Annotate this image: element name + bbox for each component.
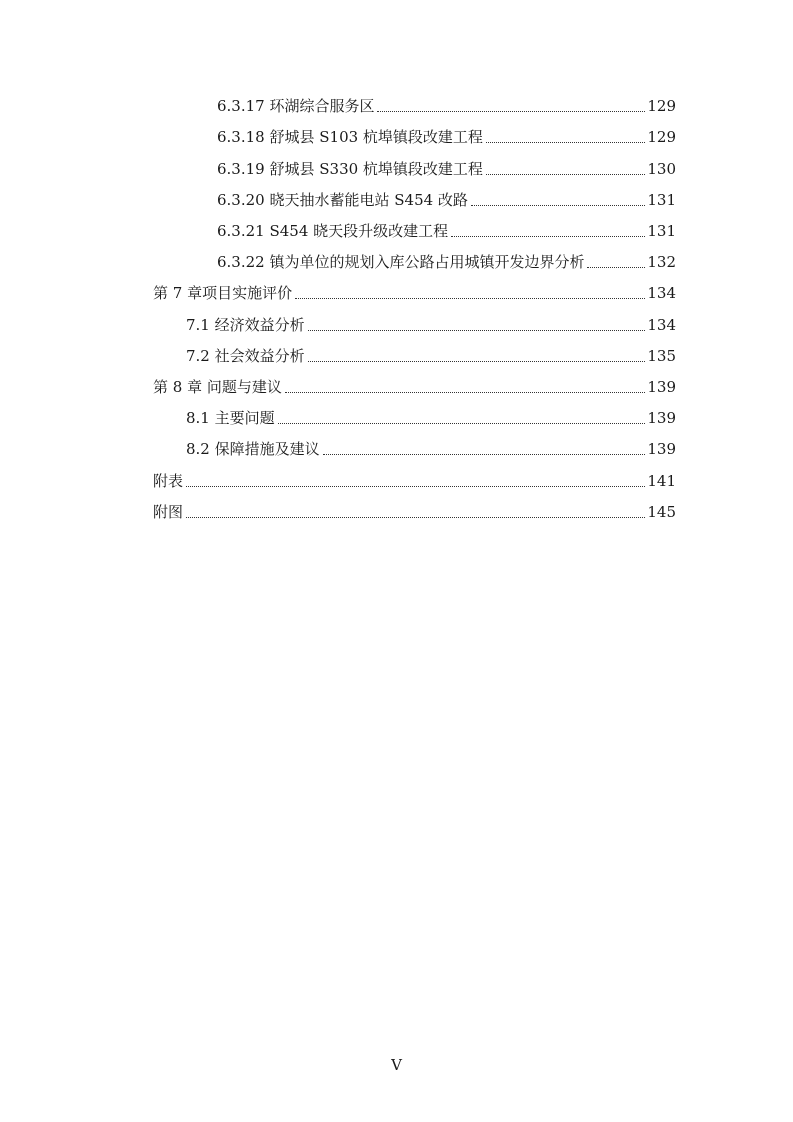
toc-entry[interactable] [217, 92, 676, 116]
toc-leader-dots [308, 330, 646, 331]
toc-entry-title: 8.2 保障措施及建议 [186, 440, 320, 458]
toc-entry-title: 7.2 社会效益分析 [186, 347, 305, 365]
toc-entry[interactable] [217, 186, 676, 210]
toc-entry-page: 132 [647, 253, 676, 271]
toc-entry-title: 6.3.17 环湖综合服务区 [217, 97, 375, 115]
toc-entry-page: 134 [647, 284, 676, 302]
toc-entry[interactable] [186, 342, 676, 366]
toc-leader-dots [186, 517, 645, 518]
toc-entry[interactable] [153, 279, 676, 303]
toc-leader-dots [295, 298, 645, 299]
toc-leader-dots [451, 236, 645, 237]
toc-entry-title: 6.3.18 舒城县 S103 杭埠镇段改建工程 [217, 128, 483, 146]
toc-entry[interactable] [153, 498, 676, 522]
toc-entry-title: 7.1 经济效益分析 [186, 316, 305, 334]
toc-entry-title: 8.1 主要问题 [186, 409, 275, 427]
toc-leader-dots [486, 142, 645, 143]
toc-entry-page: 139 [647, 378, 676, 396]
toc-entry-page: 131 [647, 191, 676, 209]
toc-entry[interactable] [186, 435, 676, 459]
toc-leader-dots [186, 486, 645, 487]
toc-entry-page: 139 [647, 440, 676, 458]
toc-entry[interactable] [217, 217, 676, 241]
toc-entry[interactable] [186, 404, 676, 428]
toc-leader-dots [587, 267, 645, 268]
toc-entry-page: 130 [647, 160, 676, 178]
toc-entry-page: 139 [647, 409, 676, 427]
toc-entry-title: 第 7 章项目实施评价 [153, 284, 293, 302]
toc-leader-dots [285, 392, 646, 393]
toc-entry[interactable] [217, 123, 676, 147]
toc-entry-title: 6.3.20 晓天抽水蓄能电站 S454 改路 [217, 191, 468, 209]
toc-entry[interactable] [217, 155, 676, 179]
toc-entry-title: 6.3.22 镇为单位的规划入库公路占用城镇开发边界分析 [217, 253, 585, 271]
toc-entry[interactable] [186, 311, 676, 335]
toc-entry-title: 附表 [153, 472, 184, 490]
toc-entry-page: 134 [647, 316, 676, 334]
toc-leader-dots [486, 174, 645, 175]
toc-entry[interactable] [153, 373, 676, 397]
toc-entry-title: 6.3.21 S454 晓天段升级改建工程 [217, 222, 449, 240]
toc-leader-dots [471, 205, 645, 206]
page-number: V [391, 1056, 402, 1074]
toc-entry-page: 129 [647, 97, 676, 115]
toc-leader-dots [278, 423, 646, 424]
toc-entry-page: 141 [647, 472, 676, 490]
toc-entry-page: 135 [647, 347, 676, 365]
toc-entry-title: 第 8 章 问题与建议 [153, 378, 282, 396]
toc-entry-page: 145 [647, 503, 676, 521]
toc-entry[interactable] [153, 467, 676, 491]
toc-entry-title: 附图 [153, 503, 184, 521]
toc-entry-page: 131 [647, 222, 676, 240]
toc-entry[interactable] [217, 248, 676, 272]
toc-leader-dots [377, 111, 645, 112]
toc-leader-dots [323, 454, 646, 455]
toc-leader-dots [308, 361, 646, 362]
toc-entry-page: 129 [647, 128, 676, 146]
toc-entry-title: 6.3.19 舒城县 S330 杭埠镇段改建工程 [217, 160, 483, 178]
